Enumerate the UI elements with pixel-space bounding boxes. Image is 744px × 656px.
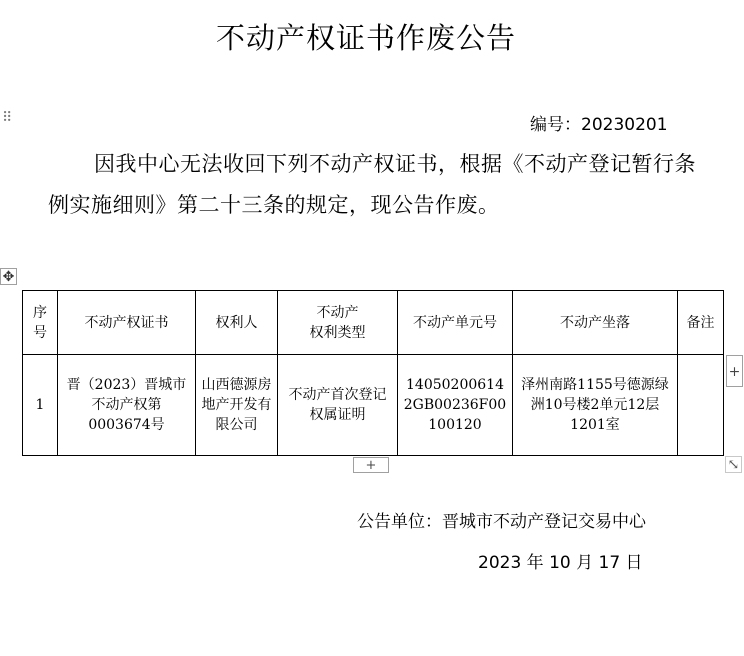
- header-right-type-line1: 不动产: [316, 304, 359, 321]
- announcement-body: 因我中心无法收回下列不动产权证书，根据《不动产登记暂行条例实施细则》第二十三条的规定，现公告作废。: [48, 152, 696, 217]
- document-title: 不动产权证书作废公告: [215, 21, 516, 55]
- header-holder: 权利人: [196, 291, 278, 355]
- document-number-value: 20230201: [581, 115, 668, 135]
- add-column-button[interactable]: +: [726, 355, 743, 387]
- issuer-label: 公告单位：: [357, 512, 442, 532]
- header-cert-no: 不动产权证书: [58, 291, 196, 355]
- table-resize-icon[interactable]: ⤡: [725, 456, 742, 473]
- document-number: [530, 110, 668, 135]
- add-row-button[interactable]: +: [353, 457, 389, 473]
- table-header-row: [23, 291, 724, 355]
- header-location: 不动产坐落: [513, 291, 678, 355]
- table-move-icon[interactable]: ✥: [0, 268, 17, 285]
- issue-date: 2023 年 10 月 17 日: [478, 553, 643, 573]
- header-right-type: [278, 291, 398, 355]
- header-unit-no: 不动产单元号: [398, 291, 513, 355]
- document-number-label: 编号：: [530, 115, 581, 135]
- issuer-name: 晋城市不动产登记交易中心: [442, 512, 646, 532]
- cell-holder: 山西德源房地产开发有限公司: [196, 355, 278, 456]
- header-right-type-line2: 权利类型: [309, 324, 366, 341]
- certificate-table: [22, 290, 724, 456]
- issuer-line: [357, 507, 646, 532]
- cell-seq: 1: [23, 355, 58, 456]
- header-seq: 序号: [23, 291, 58, 355]
- cell-unit-no: 140502006142GB00236F00100120: [398, 355, 513, 456]
- header-remark: 备注: [678, 291, 724, 355]
- table-row: [23, 355, 724, 456]
- cell-remark: [678, 355, 724, 456]
- cell-cert-no: 晋（2023）晋城市不动产权第0003674号: [58, 355, 196, 456]
- drag-handle-icon[interactable]: ⠿: [2, 110, 13, 126]
- cell-location: 泽州南路1155号德源绿洲10号楼2单元12层1201室: [513, 355, 678, 456]
- cell-right-type: 不动产首次登记权属证明: [278, 355, 398, 456]
